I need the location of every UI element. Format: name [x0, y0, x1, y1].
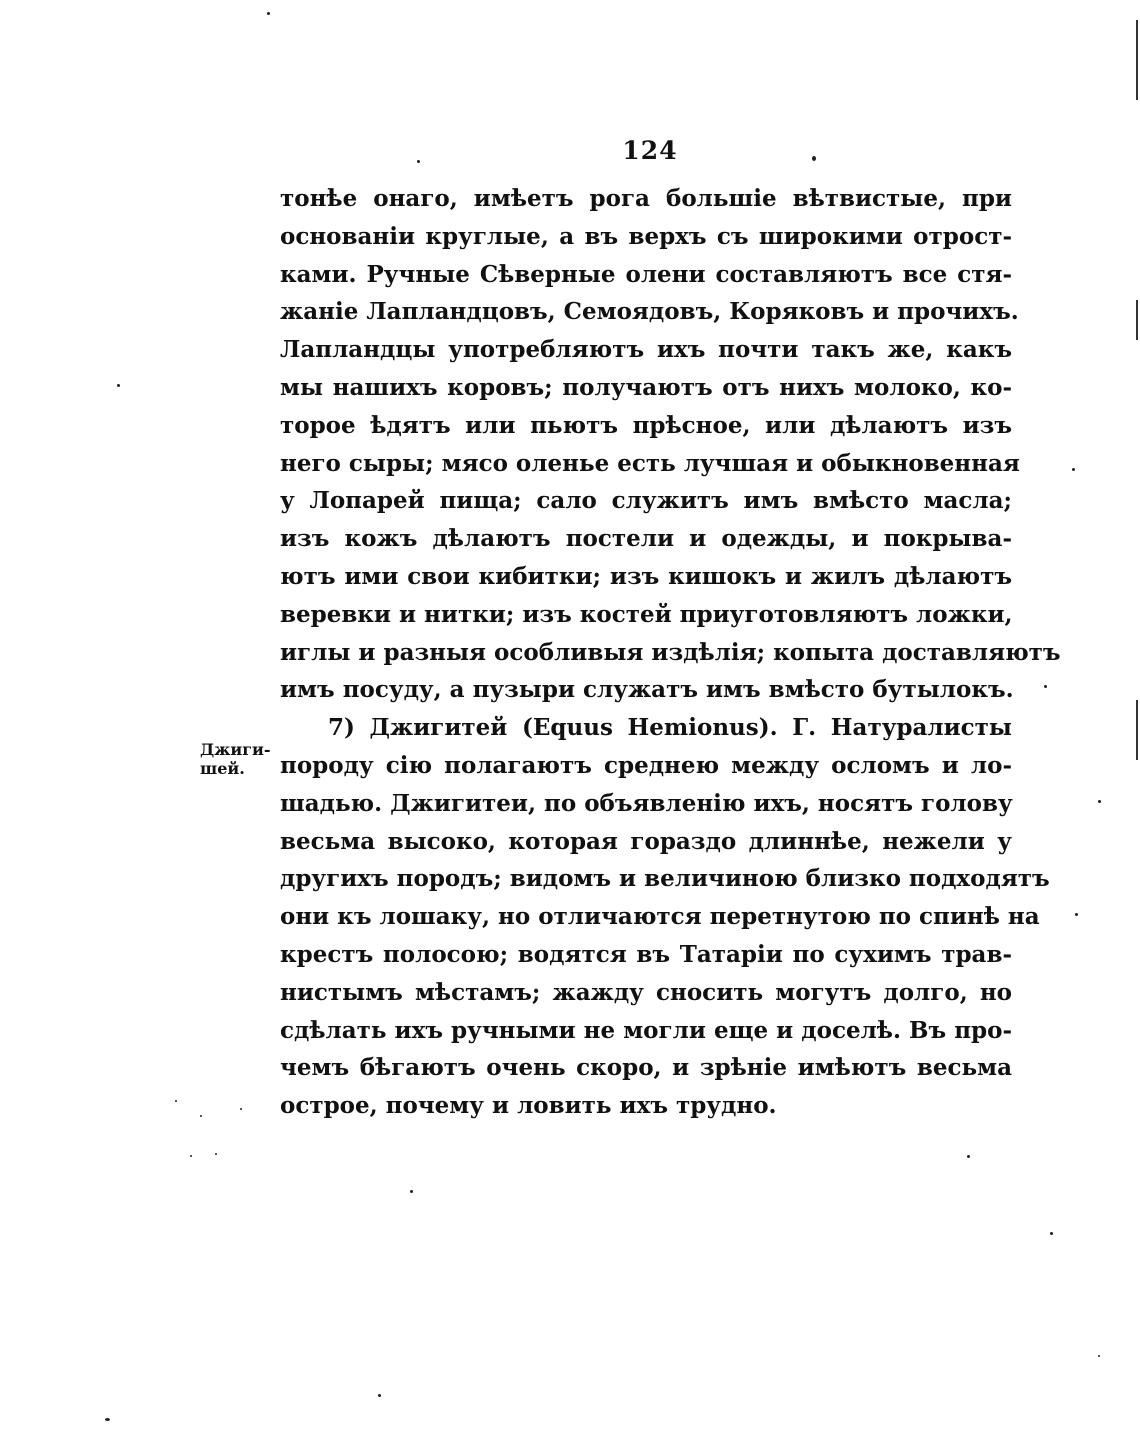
text-line: изъ кожъ дѣлаютъ постели и одежды, и покрыва- [280, 525, 1012, 553]
text-line: весьма высоко, которая гораздо длиннѣе, нежели у [280, 827, 1012, 855]
scan-speck [267, 12, 270, 15]
page-edge-mark [1136, 300, 1138, 340]
scan-speck [1075, 913, 1078, 916]
scan-speck [117, 384, 120, 387]
text-line: веревки и нитки; изъ костей приуготовляютъ ложки, [280, 600, 1013, 628]
scan-speck [1098, 800, 1101, 803]
scan-speck [105, 1418, 110, 1421]
scan-speck [240, 1108, 242, 1110]
scan-speck [190, 1155, 192, 1157]
text-line: иглы и разныя особливыя издѣлія; копыта доставляютъ [280, 638, 1061, 666]
text-line: чемъ бѣгаютъ очень скоро, и зрѣніе имѣютъ весьма [280, 1054, 1012, 1082]
text-line: ками. Ручные Сѣверные олени составляютъ все стя- [280, 260, 1012, 288]
text-line: основаніи круглые, а въ верхъ съ широкими отрост- [280, 222, 1012, 250]
text-line: шадью. Джигитеи, по объявленію ихъ, носятъ голову [280, 789, 1013, 817]
scan-speck [200, 1115, 202, 1117]
text-line: торое ѣдятъ или пьютъ прѣсное, или дѣлаютъ изъ [280, 411, 1012, 439]
marginal-note-line: шей. [200, 759, 245, 778]
scan-speck [410, 1190, 413, 1193]
text-line: имъ посуду, а пузыри служатъ имъ вмѣсто бутылокъ. [280, 676, 1014, 704]
scan-speck [1050, 1232, 1053, 1235]
scan-speck [1044, 685, 1047, 688]
page-edge-mark [1136, 700, 1138, 760]
scan-speck [175, 1100, 177, 1102]
marginal-note [200, 740, 280, 778]
text-line: сдѣлать ихъ ручными не могли еще и доселѣ. Въ про- [280, 1016, 1012, 1044]
scan-speck [1072, 468, 1075, 471]
scan-speck [417, 160, 420, 163]
text-line: мы нашихъ коровъ; получаютъ отъ нихъ молоко, ко- [280, 373, 1012, 401]
page-number: 124 [622, 136, 678, 165]
text-line: ютъ ими свои кибитки; изъ кишокъ и жилъ дѣлаютъ [280, 562, 1012, 590]
text-line: острое, почему и ловить ихъ трудно. [280, 1092, 777, 1120]
scan-speck [967, 1155, 970, 1158]
text-line: жаніе Лапландцовъ, Семоядовъ, Коряковъ и прочихъ. [280, 298, 1019, 326]
text-line: него сыры; мясо оленье есть лучшая и обыкновенная [280, 449, 1020, 477]
body-text [280, 180, 1061, 1125]
scan-speck [215, 1153, 217, 1155]
marginal-note-line: Джиги- [200, 740, 271, 759]
text-line: Лапландцы употребляютъ ихъ почти такъ же, какъ [280, 336, 1012, 364]
scan-speck [378, 1394, 381, 1397]
text-line: другихъ породъ; видомъ и величиною близко подходятъ [280, 865, 1050, 893]
page-edge-mark [1136, 20, 1138, 100]
text-line: нистымъ мѣстамъ; жажду сносить могутъ долго, но [280, 978, 1012, 1006]
text-line: тонѣе онаго, имѣетъ рога большіе вѣтвистые, при [280, 185, 1012, 212]
text-line: у Лопарей пища; сало служитъ имъ вмѣсто масла; [280, 487, 1012, 515]
text-line: 7) Джигитей (Equus Hemionus). Г. Натуралисты [328, 714, 1012, 742]
scan-speck [812, 156, 816, 161]
text-line: породу сію полагаютъ среднею между осломъ и ло- [280, 751, 1012, 779]
text-line: они къ лошаку, но отличаются перетнутою по спинѣ на [280, 903, 1040, 931]
scan-speck [1098, 1355, 1100, 1357]
text-line: крестъ полосою; водятся въ Татаріи по сухимъ трав- [280, 940, 1012, 968]
